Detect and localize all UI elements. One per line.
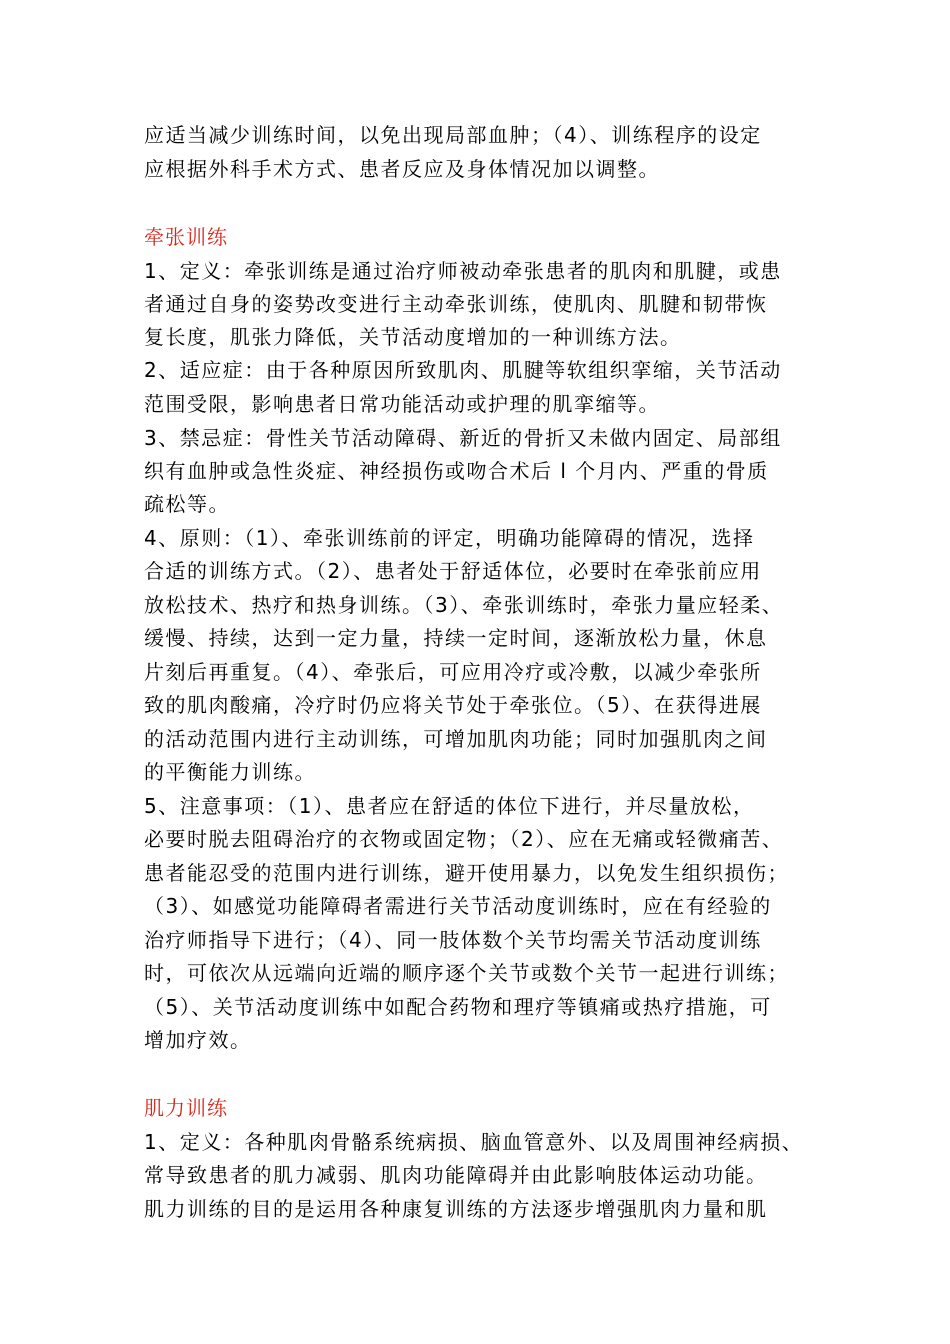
stretch-line-21: 治疗师指导下进行；（4）、同一肢体数个关节均需关节活动度训练 [144, 928, 762, 952]
stretch-line-17: 5、注意事项：（1）、患者应在舒适的体位下进行，并尽量放松， [144, 794, 755, 818]
stretch-line-23: （5）、关节活动度训练中如配合药物和理疗等镇痛或热疗措施，可 [144, 995, 772, 1019]
stretch-line-7: 织有血肿或急性炎症、神经损伤或吻合术后 l 个月内、严重的骨质 [144, 459, 769, 483]
strength-line-3: 肌力训练的目的是运用各种康复训练的方法逐步增强肌肉力量和肌 [144, 1197, 768, 1221]
stretch-line-13: 片刻后再重复。（4）、牵张后，可应用冷疗或冷敷，以减少牵张所 [144, 660, 762, 684]
strength-line-2: 常导致患者的肌力减弱、肌肉功能障碍并由此影响肢体运动功能。 [144, 1163, 768, 1187]
stretch-line-12: 缓慢、持续，达到一定力量，持续一定时间，逐渐放松力量，休息 [144, 626, 768, 650]
intro-line-1: 应适当减少训练时间，以免出现局部血肿；（4）、训练程序的设定 [144, 123, 762, 147]
stretch-line-8: 疏松等。 [144, 492, 230, 516]
stretch-line-14: 致的肌肉酸痛，冷疗时仍应将关节处于牵张位。（5）、在获得进展 [144, 693, 762, 717]
stretch-line-5: 范围受限，影响患者日常功能活动或护理的肌挛缩等。 [144, 392, 660, 416]
section-heading-stretch: 牵张训练 [144, 225, 228, 249]
stretch-line-20: （3）、如感觉功能障碍者需进行关节活动度训练时，应在有经验的 [144, 894, 772, 918]
stretch-line-4: 2、适应症：由于各种原因所致肌肉、肌腱等软组织挛缩，关节活动 [144, 358, 782, 382]
stretch-line-19: 患者能忍受的范围内进行训练，避开使用暴力，以免发生组织损伤； [144, 861, 789, 885]
stretch-line-1: 1、定义：牵张训练是通过治疗师被动牵张患者的肌肉和肌腱，或患 [144, 259, 782, 283]
stretch-line-22: 时，可依次从远端向近端的顺序逐个关节或数个关节一起进行训练； [144, 961, 789, 985]
section-heading-strength: 肌力训练 [144, 1096, 228, 1120]
stretch-line-6: 3、禁忌症：骨性关节活动障碍、新近的骨折又未做内固定、局部组 [144, 426, 782, 450]
stretch-line-24: 增加疗效。 [144, 1028, 252, 1052]
stretch-line-10: 合适的训练方式。（2）、患者处于舒适体位，必要时在牵张前应用 [144, 559, 762, 583]
strength-line-1: 1、定义：各种肌肉骨骼系统病损、脑血管意外、以及周围神经病损、 [144, 1130, 804, 1154]
stretch-line-15: 的活动范围内进行主动训练，可增加肌肉功能；同时加强肌肉之间 [144, 727, 768, 751]
stretch-line-3: 复长度，肌张力降低，关节活动度增加的一种训练方法。 [144, 325, 682, 349]
stretch-line-18: 必要时脱去阻碍治疗的衣物或固定物；（2）、应在无痛或轻微痛苦、 [144, 827, 784, 851]
stretch-line-16: 的平衡能力训练。 [144, 760, 316, 784]
stretch-line-9: 4、原则：（1）、牵张训练前的评定，明确功能障碍的情况，选择 [144, 526, 755, 550]
stretch-line-11: 放松技术、热疗和热身训练。（3）、牵张训练时，牵张力量应轻柔、 [144, 593, 784, 617]
intro-line-2: 应根据外科手术方式、患者反应及身体情况加以调整。 [144, 157, 660, 181]
stretch-line-2: 者通过自身的姿势改变进行主动牵张训练，使肌肉、肌腱和韧带恢 [144, 292, 768, 316]
